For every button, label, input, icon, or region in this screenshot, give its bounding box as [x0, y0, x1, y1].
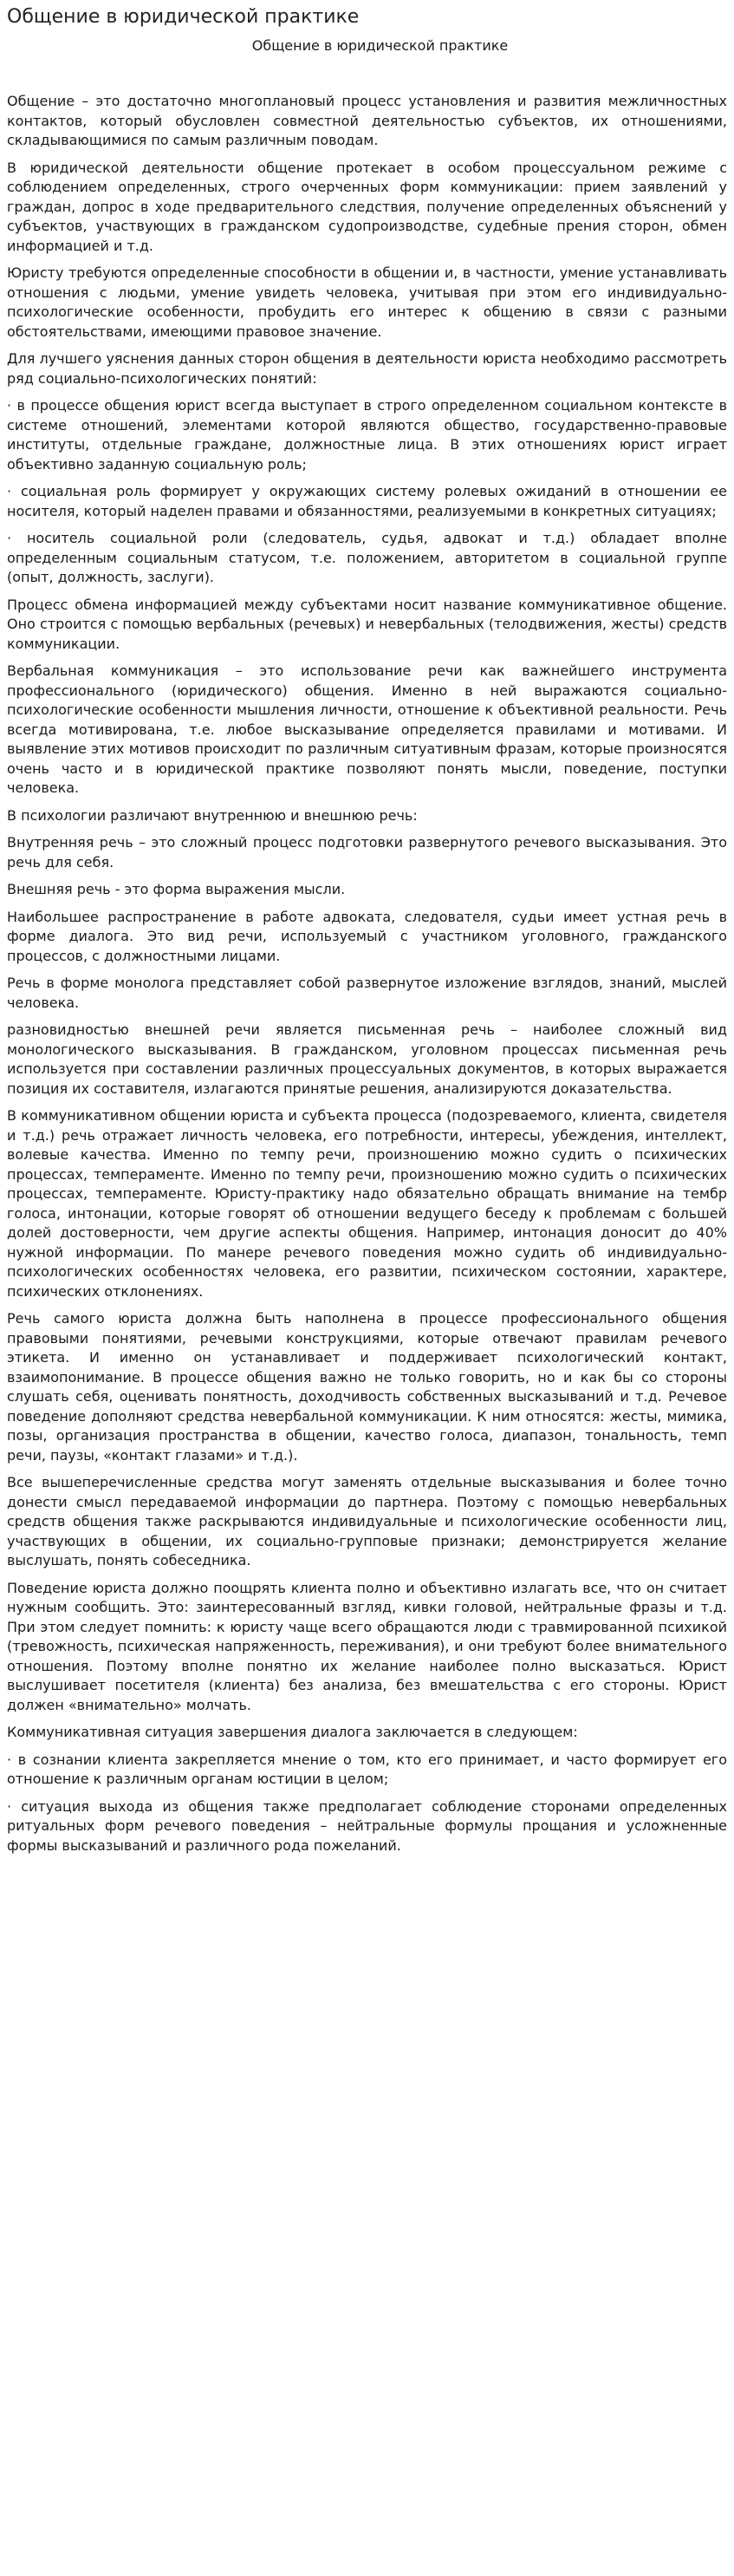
paragraph: Речь в форме монолога представляет собой развернутое изложение взглядов, знаний, мыслей человека.: [7, 975, 727, 1011]
paragraph: Поведение юриста должно поощрять клиента полно и объективно излагать все, что он считает нужным сообщить. Это: заинтересованный взгляд, кивки головой, нейтральные фразы и т.д. При этом следует помнить: к юристу чаще всего обращаются люди с травмированной психикой (тревожность, психическая напряженность, переживания), и они требуют более внимательного отношения. Поэтому вполне понятно их желание наиболее полно высказаться. Юрист выслушивает посетителя (клиента) без анализа, без вмешательства с его стороны. Юрист должен «внимательно» молчать.: [7, 1579, 727, 1713]
paragraph: Внешняя речь - это форма выражения мысли.: [7, 881, 346, 897]
paragraph: В коммуникативном общении юриста и субъекта процесса (подозреваемого, клиента, свидетеля и т.д.) речь отражает личность человека, его потребности, интересы, убеждения, интеллект, волевые качества. Именно по темпу речи, произношению можно судить о психических процессах, темпераменте. Именно по темпу речи, произношению можно судить о психических процессах, темпераменте. Юристу-практику надо обязательно обращать внимание на тембр голоса, интонации, которые говорят об отношении ведущего беседу к проблемам с большей долей достоверности, чем другие аспекты общения. Например, интонация доносит до 40% нужной информации. По манере речевого поведения можно судить об индивидуально-психологических особенностях человека, его развитии, психическом состоянии, характере, психических отклонениях.: [7, 1107, 727, 1300]
paragraph: В психологии различают внутреннюю и внешнюю речь:: [7, 806, 418, 824]
bullet-item: · социальная роль формирует у окружающих систему ролевых ожиданий в отношении ее носителя, который наделен правами и обязанностями, реализуемыми в конкретных ситуациях;: [7, 483, 727, 519]
paragraph: Наибольшее распространение в работе адвоката, следователя, судьи имеет устная речь в форме диалога. Это вид речи, используемый с участником уголовного, гражданского процессов, с должностными лицами.: [7, 908, 727, 964]
paragraph: Вербальная коммуникация – это использование речи как важнейшего инструмента профессионального (юридического) общения. Именно в ней выражаются социально-психологические особенности мышления личности, отношение к объективной реальности. Речь всегда мотивирована, т.е. любое высказывание определяется правилами и мотивами. И выявление этих мотивов происходит по различным ситуативным фразам, которые произносятся очень часто и в юридической практике позволяют понять мысли, поведение, поступки человека.: [7, 662, 727, 796]
bullet-item: · в сознании клиента закрепляется мнение о том, кто его принимает, и часто формирует его отношение к различным органам юстиции в целом;: [7, 1751, 727, 1787]
paragraph: Процесс обмена информацией между субъектами носит название коммуникативное общение. Оно строится с помощью вербальных (речевых) и невербальных (телодвижения, жесты) средств коммуникации.: [7, 596, 727, 652]
bullet-item: · в процессе общения юрист всегда выступает в строго определенном социальном контексте в системе отношений, элементами которой являются общество, государственно-правовые институты, отдельные граждане, должностные лица. В этих отношениях юрист играет объективно заданную социальную роль;: [7, 397, 727, 473]
paragraph: Для лучшего уяснения данных сторон общения в деятельности юриста необходимо рассмотреть ряд социально-психологических понятий:: [7, 350, 727, 387]
paragraph: В юридической деятельности общение протекает в особом процессуальном режиме с соблюдением определенных, строго очерченных форм коммуникации: прием заявлений у граждан, допрос в ходе предварительного следствия, получение определенных объяснений у субъектов, участвующих в гражданском судопроизводстве, судебные прения сторон, обмен информацией и т.д.: [7, 159, 727, 254]
article-body: [7, 92, 727, 1855]
paragraph: Внутренняя речь – это сложный процесс подготовки развернутого речевого высказывания. Это речь для себя.: [7, 834, 727, 871]
paragraph: Все вышеперечисленные средства могут заменять отдельные высказывания и более точно донести смысл передаваемой информации до партнера. Поэтому с помощью невербальных средств общения также раскрываются индивидуальные и психологические особенности лиц, участвующих в общении, их социально-групповые признаки; демонстрируется желание выслушать, понять собеседника.: [7, 1474, 727, 1568]
paragraph: Коммуникативная ситуация завершения диалога заключается в следующем:: [7, 1724, 578, 1740]
paragraph: Речь самого юриста должна быть наполнена в процессе профессионального общения правовыми понятиями, речевыми конструкциями, которые отвечают правилам речевого этикета. И именно он устанавливает и поддерживает психологический контакт, взаимопонимание. В процессе общения важно не только говорить, но и как бы со стороны слушать себя, оценивать понятность, доходчивость собственных высказываний и т.д. Речевое поведение дополняют средства невербальной коммуникации. К ним относятся: жесты, мимика, позы, организация пространства в общении, качество голоса, диапазон, тональность, темп речи, паузы, «контакт глазами» и т.д.).: [7, 1310, 727, 1464]
paragraph: Юристу требуются определенные способности в общении и, в частности, умение устанавливать отношения с людьми, умение увидеть человека, учитывая при этом его индивидуально-психологические особенности, пробудить его интерес к общению в связи с разными обстоятельствами, имеющими правовое значение.: [7, 264, 727, 340]
bullet-item: · ситуация выхода из общения также предполагает соблюдение сторонами определенных ритуальных форм речевого поведения – нейтральные формулы прощания и усложненные формы высказываний и различного рода пожеланий.: [7, 1797, 727, 1854]
paragraph: Общение – это достаточно многоплановый процесс установления и развития межличностных контактов, который обусловлен совместной деятельностью субъектов, их отношениями, складывающимися по самым различным поводам.: [7, 93, 727, 148]
bullet-item: · носитель социальной роли (следователь, судья, адвокат и т.д.) обладает вполне определенным социальным статусом, т.е. положением, авторитетом в социальной группе (опыт, должность, заслуги).: [7, 530, 727, 585]
paragraph: разновидностью внешней речи является письменная речь – наиболее сложный вид монологического высказывания. В гражданском, уголовном процессах письменная речь используется при составлении различных процессуальных документов, в которых выражается позиция их составителя, излагаются принятые решения, анализируются доказательства.: [7, 1021, 727, 1097]
page-title: Общение в юридической практике: [7, 6, 360, 28]
article-subtitle: Общение в юридической практике: [251, 37, 509, 54]
